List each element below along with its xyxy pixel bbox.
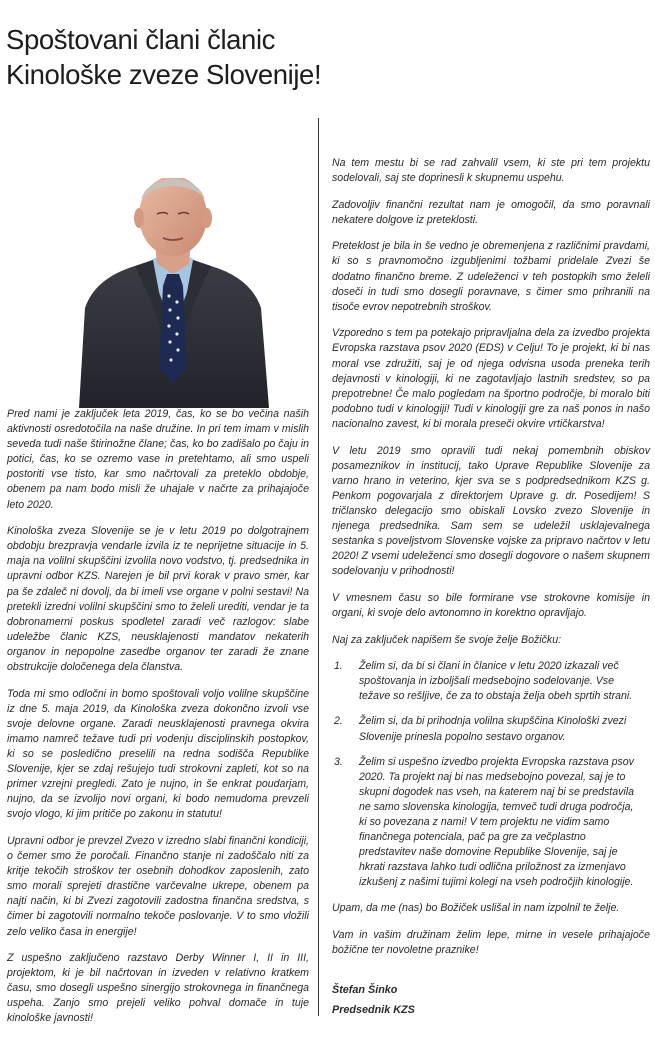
signature-block bbox=[332, 980, 650, 1020]
title-line-2: Kinološke zveze Slovenije! bbox=[6, 59, 322, 90]
paragraph: Naj za zaključek napišem še svoje želje Božičku: bbox=[332, 633, 562, 646]
signature-name: Štefan Šinko bbox=[332, 984, 398, 997]
list-number: 2. bbox=[334, 715, 343, 728]
paragraph: Vam in vašim družinam želim lepe, mirne in vesele prihajajoče božične ter novoletne praznike! bbox=[332, 929, 650, 957]
paragraph: Vzporedno s tem pa potekajo pripravljalna dela za izvedbo projekta Evropska razstava psov 2020 (EDS) v Celju! To je projekt, ki bi nas moral vse združiti, saj je od njega odvisna usoda preneka terih dejavnosti v kinologiji, ki ne zagotavljajo lastnih sredstev, so pa prepotrebne! Če malo pogledam na športno področje, bi moralo biti podobno tudi v kinologiji! Tudi v kinologiji gre za naš ponos in našo nacionalno zavest, ki bi morala preseči okvire vrtičkarstva! bbox=[332, 327, 650, 430]
paragraph: Kinološka zveza Slovenije se je v letu 2019 po dolgotrajnem obdobju brezpravja vendarle izvila iz te neprijetne situacije in 5. maja na volilni skupščini izvolila novo vodstvo, tj. predsednika in upravni odbor KZS. Narejen je bil prvi korak v pravo smer, kar pa še zdaleč ni dovolj, da bi imeli vse organe v polni sestavi! Na pretekli izredni volilni skupščini smo to želeli urediti, vendar je ta dobronamerni poskus spodletel zaradi več razlogov: slabe udeležbe članic KZS, neusklajenosti mandatov nekaterih organov in nepopolne zasedbe organov ter zaradi že znane obstrukcije določenega dela članstva. bbox=[7, 525, 309, 673]
paragraph: Z uspešno zaključeno razstavo Derby Winner I, II in III, projektom, ki je bil načrtovan in izveden v relativno kratkem času, smo dosegli uspešno sinergijo strokovnega in finančnega uspeha. Zanjo smo prejeli veliko pohval domače in tuje kinološke javnosti! bbox=[7, 952, 309, 1025]
portrait-illustration bbox=[75, 178, 271, 408]
page-title bbox=[6, 22, 321, 92]
paragraph: Na tem mestu bi se rad zahvalil vsem, ki ste pri tem projektu sodelovali, saj ste doprinesli k skupnemu uspehu. bbox=[332, 157, 650, 185]
list-item bbox=[332, 755, 650, 891]
list-item bbox=[332, 659, 650, 704]
paragraph: Upam, da me (nas) bo Božiček uslišal in nam izpolnil te želje. bbox=[332, 902, 620, 915]
paragraph: Zadovoljiv finančni rezultat nam je omogočil, da smo poravnali nekatere dolgove iz preteklosti. bbox=[332, 198, 650, 226]
left-column bbox=[7, 407, 309, 1038]
list-number: 1. bbox=[334, 660, 343, 673]
paragraph: V letu 2019 smo opravili tudi nekaj pomembnih obiskov posameznikov in institucij, tako Uprave Republike Slovenije za varno hrano in veterino, kjer sva se s podpredsednikom KZS g. Penkom pogovarjala z direktorjem Uprave g. dr. Posedijem! S tričlansko delegacijo smo obiskali Lovsko zvezo Slovenije in njenega predsednika. Sam sem se udeležil usklajevalnega sestanka s poveljstvom Slovenske vojske za pripravo načrtov v letu 2020! Z vsemi udeleženci smo dosegli dogovore o našem skupnem sodelovanju v prihodnosti! bbox=[332, 444, 650, 578]
right-column bbox=[332, 156, 650, 1020]
signature-role: Predsednik KZS bbox=[332, 1004, 415, 1017]
list-item bbox=[332, 714, 650, 744]
list-text: Želim si, da bi prihodnja volilna skupščina Kinološki zvezi Slovenije prinesla popolno sestavo organov. bbox=[359, 715, 627, 743]
paragraph: V vmesnem času so bile formirane vse strokovne komisije in organi, ki svoje delo avtonomno in korektno opravljajo. bbox=[332, 591, 650, 619]
list-number: 3. bbox=[334, 755, 343, 768]
paragraph: Upravni odbor je prevzel Zvezo v izredno slabi finančni kondiciji, o čemer smo že poročali. Finančno stanje ni zadoščalo niti za kritje tekočih stroškov ter osebnih dohodkov zaposlenih, zato smo morali sprejeti drastične varčevalne ukrepe, obenem pa najti način, ki bi Zvezi zagotovili zadostna finančna sredstva, s čimer bi zagotovili normalno tekoče poslovanje. V to smo vložili zelo veliko časa in energije! bbox=[7, 834, 309, 938]
column-divider bbox=[318, 118, 319, 1016]
paragraph: Toda mi smo odločni in bomo spoštovali voljo volilne skupščine iz dne 5. maja 2019, da Kinološka zveza dokončno izvoli vse svoje delovne organe. Zaradi neusklajenosti pravnega okvira imamo namreč težave tudi pri vodenju disciplinskih postopkov, ki so se posledično preselili na redna sodišča Republike Slovenije, kjer se zdaj rešujejo tudi strokovni zapleti, kot so na primer vzrejni pregledi. Zato je nujno, in še enkrat poudarjam, nujno, da se izvolijo novi organi, ki bodo nemudoma prevzeli svojo vlogo, ki jim pritiče po zakonu in statutu! bbox=[7, 687, 309, 821]
list-text: Želim si, da bi si člani in članice v letu 2020 izkazali več spoštovanja in izboljšali medsebojno sodelovanje. Vse težave so rešljive, če za to obstaja želja obeh sprtih strani. bbox=[359, 660, 633, 703]
title-line-1: Spoštovani člani članic bbox=[6, 24, 276, 55]
paragraph: Pred nami je zaključek leta 2019, čas, ko se bo večina naših aktivnosti osredotočila na naše družine. In pri tem imam v mislih seveda tudi naše štirinožne člane; čas, ko bo zadišalo po čaju in potici, čas, ko se ozremo vase in pretehtamo, ali smo uspeli postoriti vse tisto, kar smo načrtovali za preteklo obdobje, obenem pa nam bodo misli že uhajale v načrte za prihajajoče leto 2020. bbox=[7, 408, 309, 511]
wish-list bbox=[332, 659, 650, 890]
paragraph: Preteklost je bila in še vedno je obremenjena z različnimi pravdami, ki so s pravnomočno izgubljenimi tožbami pridelale Zvezi še dodatno finančno breme. Z udeleženci v teh postopkih smo želeli doseči in tudi smo dosegli poravnave, s čimer smo prihranili na tisoče evrov nepotrebnih stroškov. bbox=[332, 240, 650, 313]
portrait-photo bbox=[75, 178, 271, 408]
list-text: Želim si uspešno izvedbo projekta Evropska razstava psov 2020. Ta projekt naj bi nas medsebojno povezal, saj je to skupni dogodek nas vseh, na katerem naj bi se predstavila ne samo slovenska kinologija, temveč tudi druga področja, ki so povezana z nami! V tem projektu ne vidim samo finančnega potenciala, pač pa gre za večplastno predstavitev naše domovine Republike Slovenije, saj je hkrati razstava lahko tudi odlična priložnost za izmenjavo izkušenj z našimi tujimi kolegi na vseh področjih kinologije. bbox=[359, 755, 635, 889]
